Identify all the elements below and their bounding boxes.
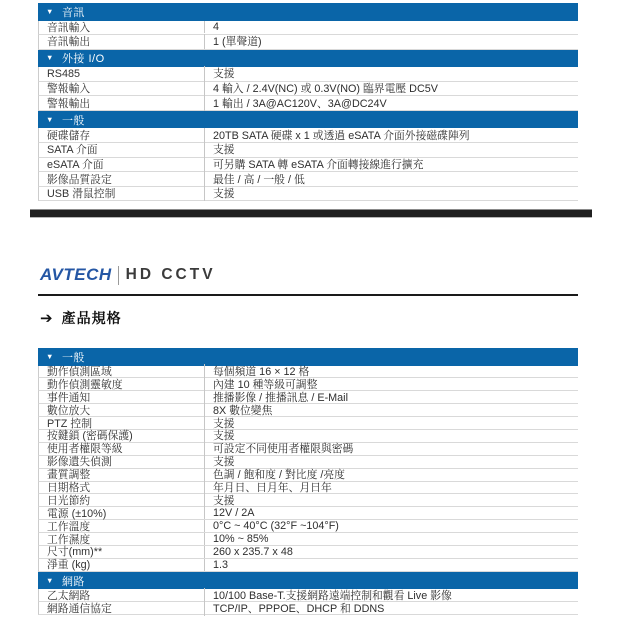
spec-value: 每個頻道 16 × 12 格 bbox=[204, 364, 578, 379]
spec-row bbox=[38, 187, 578, 202]
spec-label: 音訊輸入 bbox=[47, 21, 91, 34]
avtech-brand-text: AVTECH bbox=[40, 265, 112, 284]
spec-row bbox=[38, 158, 578, 173]
spec-label: 日期格式 bbox=[47, 481, 91, 494]
section-header bbox=[38, 572, 578, 590]
spec-value: 可另購 SATA 轉 eSATA 介面轉接線進行擴充 bbox=[204, 157, 578, 172]
spec-value: 支援 bbox=[204, 142, 578, 157]
spec-value: 4 bbox=[204, 21, 578, 33]
spec-label: 警報輸出 bbox=[47, 97, 91, 110]
spec-value: 最佳 / 高 / 一般 / 低 bbox=[204, 172, 578, 187]
spec-value: 支援 bbox=[204, 454, 578, 469]
spec-value: 色調 / 飽和度 / 對比度 /亮度 bbox=[204, 467, 578, 482]
section-header bbox=[38, 3, 578, 21]
spec-row bbox=[38, 35, 578, 50]
section-title: 一般 bbox=[61, 114, 85, 127]
spec-row bbox=[38, 96, 578, 111]
section-header bbox=[38, 111, 578, 129]
spec-value: 1 輸出 / 3A@AC120V、3A@DC24V bbox=[204, 96, 578, 111]
spec-value: 4 輸入 / 2.4V(NC) 或 0.3V(NO) 臨界電壓 DC5V bbox=[204, 81, 578, 96]
spec-label: 硬碟儲存 bbox=[47, 129, 91, 142]
logo-divider bbox=[118, 266, 119, 285]
spec-value: TCP/IP、PPPOE、DHCP 和 DDNS bbox=[204, 601, 578, 616]
section-title: 外接 I/O bbox=[61, 53, 105, 66]
spec-label: 畫質調整 bbox=[47, 469, 91, 482]
page-title-text: 產品規格 bbox=[61, 310, 122, 326]
spec-value: 1.3 bbox=[204, 559, 578, 571]
spec-value: 支援 bbox=[204, 186, 578, 201]
logo-underline-rule bbox=[38, 294, 578, 296]
spec-label: 日光節約 bbox=[47, 494, 91, 507]
spec-row bbox=[38, 559, 578, 572]
spec-value: 年月日、日月年、月日年 bbox=[204, 480, 578, 495]
spec-label: 工作溫度 bbox=[47, 520, 91, 533]
spec-value: 0°C ~ 40°C (32°F ~104°F) bbox=[204, 520, 578, 532]
spec-label: 網路通信協定 bbox=[47, 602, 112, 615]
section-header bbox=[38, 50, 578, 68]
spec-row bbox=[38, 172, 578, 187]
spec-row bbox=[38, 21, 578, 36]
section-header bbox=[38, 348, 578, 366]
spec-label: 影像遺失偵測 bbox=[47, 456, 112, 469]
page-section-divider bbox=[30, 209, 592, 218]
triangle-down-icon: ▼ bbox=[46, 6, 54, 16]
spec-value: 支援 bbox=[204, 493, 578, 508]
section-title: 音訊 bbox=[61, 6, 85, 19]
section-title: 一般 bbox=[61, 351, 85, 364]
spec-label: 音訊輸出 bbox=[47, 36, 91, 49]
spec-row bbox=[38, 67, 578, 82]
spec-label: eSATA 介面 bbox=[47, 158, 104, 171]
spec-value: 內建 10 種等級可調整 bbox=[204, 377, 578, 392]
spec-label: 警報輸入 bbox=[47, 83, 91, 96]
hd-cctv-text: HD CCTV bbox=[125, 266, 216, 283]
spec-row bbox=[38, 602, 578, 615]
triangle-down-icon: ▼ bbox=[46, 114, 54, 124]
spec-value: 8X 數位變焦 bbox=[204, 403, 578, 418]
spec-value: 20TB SATA 硬碟 x 1 或透過 eSATA 介面外接磁碟陣列 bbox=[204, 128, 578, 143]
triangle-down-icon: ▼ bbox=[46, 351, 54, 361]
spec-label: 尺寸(mm)** bbox=[47, 546, 103, 559]
spec-value: 可設定不同使用者權限與密碼 bbox=[204, 441, 578, 456]
spec-label: SATA 介面 bbox=[47, 144, 98, 157]
avtech-logo bbox=[40, 263, 216, 287]
spec-value: 支援 bbox=[204, 416, 578, 431]
spec-table-connectivity bbox=[38, 3, 578, 201]
spec-label: 工作濕度 bbox=[47, 533, 91, 546]
right-arrow-icon: ➔ bbox=[40, 310, 53, 327]
spec-label: 動作偵測靈敏度 bbox=[47, 378, 123, 391]
section-title: 網路 bbox=[61, 575, 85, 588]
triangle-down-icon: ▼ bbox=[46, 53, 54, 63]
spec-label: 影像品質設定 bbox=[47, 173, 112, 186]
spec-label: 電源 (±10%) bbox=[47, 507, 107, 520]
spec-row bbox=[38, 128, 578, 143]
page-title bbox=[40, 308, 122, 328]
spec-value: 支援 bbox=[204, 66, 578, 81]
spec-value: 1 (單聲道) bbox=[204, 34, 578, 49]
spec-label: 乙太網路 bbox=[47, 589, 91, 602]
spec-value: 支援 bbox=[204, 428, 578, 443]
spec-label: 數位放大 bbox=[47, 404, 91, 417]
spec-table-product bbox=[38, 348, 578, 615]
triangle-down-icon: ▼ bbox=[46, 575, 54, 585]
spec-label: 事件通知 bbox=[47, 391, 91, 404]
spec-row bbox=[38, 143, 578, 158]
spec-label: 按鍵鎖 (密碼保護) bbox=[47, 430, 133, 443]
spec-label: 使用者權限等級 bbox=[47, 443, 123, 456]
spec-value: 260 x 235.7 x 48 bbox=[204, 546, 578, 558]
spec-row bbox=[38, 82, 578, 97]
spec-label: PTZ 控制 bbox=[47, 417, 92, 430]
spec-label: USB 滑鼠控制 bbox=[47, 188, 116, 201]
spec-label: 動作偵測區域 bbox=[47, 365, 112, 378]
spec-label: RS485 bbox=[47, 67, 81, 80]
spec-value: 12V / 2A bbox=[204, 507, 578, 519]
spec-value: 推播影像 / 推播訊息 / E-Mail bbox=[204, 390, 578, 405]
spec-label: 淨重 (kg) bbox=[47, 559, 91, 572]
spec-value: 10% ~ 85% bbox=[204, 533, 578, 545]
spec-value: 10/100 Base-T.支援網路遠端控制和觀看 Live 影像 bbox=[204, 588, 578, 603]
